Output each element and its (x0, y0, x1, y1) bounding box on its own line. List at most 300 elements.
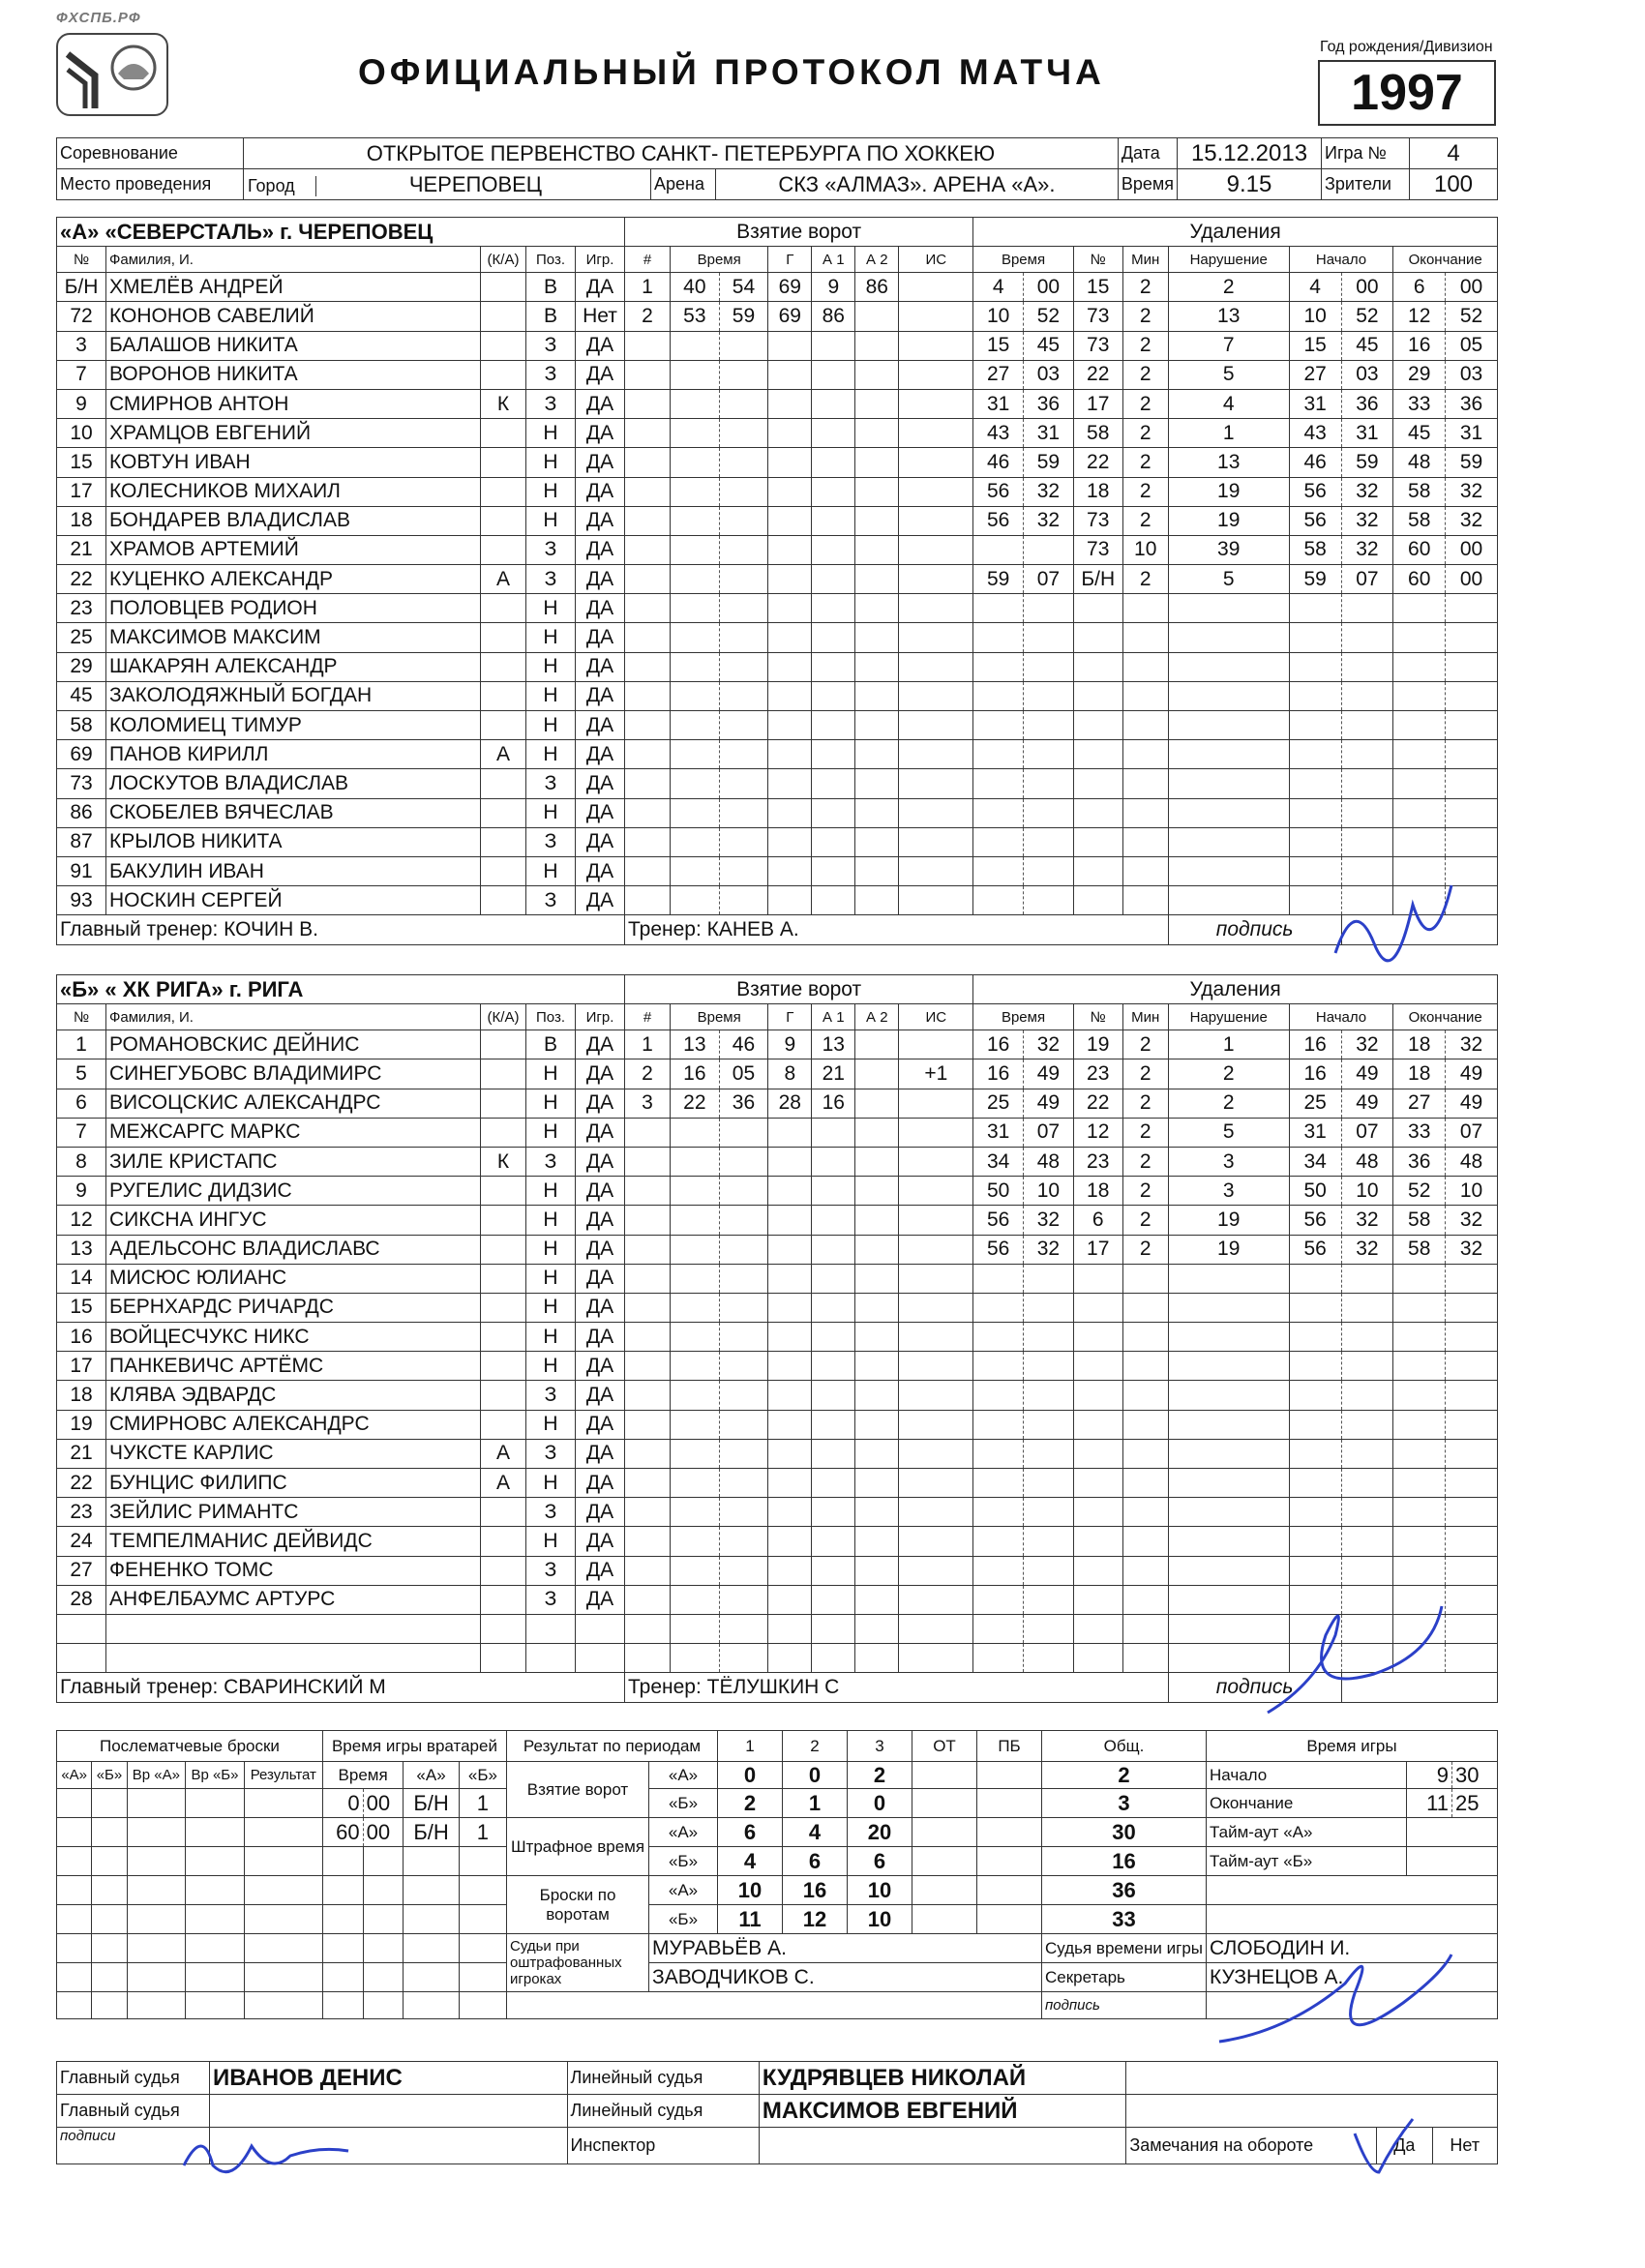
goal-cell (768, 1381, 812, 1410)
penalty-cell (1446, 1410, 1498, 1439)
player-position: Н (526, 1206, 576, 1235)
penalty-cell (1341, 827, 1393, 856)
penalty-cell: 36 (1393, 1147, 1446, 1176)
player-role (481, 711, 526, 740)
player-played: ДА (576, 652, 625, 681)
player-played: ДА (576, 535, 625, 564)
penalty-cell: 59 (1024, 448, 1074, 477)
result-value: 10 (848, 1905, 912, 1934)
player-row (57, 798, 1498, 827)
penalty-cell (973, 1556, 1024, 1585)
player-name: ЗЕЙЛИС РИМАНТС (106, 1498, 481, 1527)
player-played: ДА (576, 623, 625, 652)
player-number: 14 (57, 1264, 106, 1293)
player-row (57, 711, 1498, 740)
penalty-cell (1073, 1527, 1122, 1556)
goal-cell (899, 1089, 973, 1118)
penalty-cell: 59 (1446, 448, 1498, 477)
goal-cell (671, 1527, 720, 1556)
penalty-cell (1122, 1469, 1168, 1498)
result-value (977, 1762, 1042, 1789)
player-number: 9 (57, 389, 106, 418)
team-a-section (56, 217, 1498, 945)
shootouts-col: «Б» (92, 1762, 127, 1789)
goal-cell (768, 1177, 812, 1206)
player-role (481, 681, 526, 710)
goal-cell (768, 769, 812, 798)
penalty-cell (1168, 1264, 1289, 1293)
player-name: РУГЕЛИС ДИДЗИС (106, 1177, 481, 1206)
penalty-cell: 32 (1341, 1235, 1393, 1264)
penalty-cell: 58 (1393, 477, 1446, 506)
penalty-cell: 10 (1289, 302, 1341, 331)
shootout-cell (244, 1818, 322, 1847)
gk-time-sec: 00 (363, 1818, 404, 1847)
penalty-cell (1289, 827, 1341, 856)
player-name: МАКСИМОВ МАКСИМ (106, 623, 481, 652)
goal-cell (719, 331, 768, 360)
goal-cell (719, 419, 768, 448)
goal-cell (719, 856, 768, 885)
player-row (57, 360, 1498, 389)
goal-cell (625, 740, 671, 769)
start-label: Начало (1207, 1762, 1407, 1789)
penalty-cell: 31 (1341, 419, 1393, 448)
shootout-cell (57, 1905, 92, 1934)
goal-cell (625, 1147, 671, 1176)
player-played: ДА (576, 331, 625, 360)
player-name: РОМАНОВСКИС ДЕЙНИС (106, 1030, 481, 1059)
player-position: Н (526, 477, 576, 506)
goal-cell (768, 506, 812, 535)
col-header: # (625, 247, 671, 273)
penalty-cell: 16 (973, 1030, 1024, 1059)
result-value (912, 1905, 977, 1934)
penalty-cell (1341, 769, 1393, 798)
penalty-cell (1393, 1293, 1446, 1322)
goal-cell (625, 1556, 671, 1585)
goal-cell (899, 273, 973, 302)
penalty-cell: 48 (1393, 448, 1446, 477)
goal-cell (719, 1644, 768, 1673)
goal-cell (768, 1323, 812, 1352)
city-cell (244, 169, 651, 200)
spectators-value: 100 (1410, 169, 1498, 200)
penalty-cell: 52 (1393, 1177, 1446, 1206)
inspector-label: Инспектор (567, 2128, 759, 2164)
player-role (481, 1206, 526, 1235)
goal-cell (855, 798, 899, 827)
shootouts-col: Вр «Б» (186, 1762, 244, 1789)
goal-cell (855, 711, 899, 740)
penalty-cell (1024, 827, 1074, 856)
goal-cell: 46 (719, 1030, 768, 1059)
team-title: «А» «СЕВЕРСТАЛЬ» г. ЧЕРЕПОВЕЦ (57, 218, 625, 247)
penalty-cell (1122, 681, 1168, 710)
col-header: А 2 (855, 247, 899, 273)
goal-cell (768, 1439, 812, 1468)
penalty-cell: 16 (973, 1059, 1024, 1089)
player-number: 3 (57, 331, 106, 360)
penalty-cell: 2 (1168, 1089, 1289, 1118)
shootout-cell (186, 1847, 244, 1876)
penalty-judge-1: МУРАВЬЁВ А. (649, 1934, 1042, 1963)
shootout-cell (92, 1963, 127, 1992)
player-number: 10 (57, 419, 106, 448)
penalty-cell: 32 (1446, 1030, 1498, 1059)
player-played: ДА (576, 1469, 625, 1498)
player-number (57, 1644, 106, 1673)
player-position: Н (526, 856, 576, 885)
goal-cell (719, 1118, 768, 1147)
col-header: Окончание (1393, 247, 1498, 273)
player-role: К (481, 1147, 526, 1176)
col-header: ИС (899, 247, 973, 273)
goal-cell (855, 827, 899, 856)
goal-cell (855, 740, 899, 769)
player-row (57, 1381, 1498, 1410)
penalty-cell (1341, 740, 1393, 769)
goal-cell (768, 827, 812, 856)
penalty-cell: 52 (1446, 302, 1498, 331)
shootout-cell (244, 1905, 322, 1934)
date-value: 15.12.2013 (1178, 138, 1322, 169)
player-role: А (481, 740, 526, 769)
player-role (481, 769, 526, 798)
penalty-cell: 52 (1341, 302, 1393, 331)
penalty-cell (1024, 535, 1074, 564)
penalty-cell: 73 (1073, 331, 1122, 360)
result-value: 3 (1042, 1789, 1207, 1818)
player-position: Н (526, 1323, 576, 1352)
penalty-judges-label: Судьи при оштрафованных игроках (507, 1934, 649, 1992)
penalty-cell: 03 (1446, 360, 1498, 389)
player-number: 7 (57, 360, 106, 389)
player-role (481, 273, 526, 302)
goal-cell (855, 506, 899, 535)
goal-cell (899, 1264, 973, 1293)
penalty-cell: 34 (973, 1147, 1024, 1176)
player-role (481, 886, 526, 915)
result-value (977, 1818, 1042, 1847)
penalty-cell: Б/Н (1073, 565, 1122, 594)
penalty-cell: 25 (1289, 1089, 1341, 1118)
result-value (912, 1847, 977, 1876)
result-group: Броски по воротам (507, 1876, 649, 1934)
goal-cell (855, 1381, 899, 1410)
goal-cell (625, 389, 671, 418)
goal-cell (812, 827, 855, 856)
penalty-cell: 43 (1289, 419, 1341, 448)
penalty-cell (1289, 1410, 1341, 1439)
goal-cell (899, 1439, 973, 1468)
col-header: № (1073, 247, 1122, 273)
penalty-cell: 2 (1122, 1089, 1168, 1118)
player-name: КЛЯВА ЭДВАРДС (106, 1381, 481, 1410)
player-role (481, 1410, 526, 1439)
player-name (106, 1614, 481, 1643)
penalty-cell: 2 (1122, 448, 1168, 477)
goal-cell: 13 (812, 1030, 855, 1059)
penalty-cell (1289, 769, 1341, 798)
penalty-cell (1446, 681, 1498, 710)
goal-cell (719, 1177, 768, 1206)
gk-cell (363, 1963, 404, 1992)
shootout-cell (57, 1818, 92, 1847)
goal-cell (625, 1381, 671, 1410)
col-header: Мин (1122, 1004, 1168, 1030)
player-number: 8 (57, 1147, 106, 1176)
time-value: 9.15 (1178, 169, 1322, 200)
goal-cell (855, 1147, 899, 1176)
col-header: Игр. (576, 247, 625, 273)
player-row (57, 1556, 1498, 1585)
penalty-cell (1073, 652, 1122, 681)
main-ref-2 (210, 2095, 567, 2128)
penalty-cell (1073, 1469, 1122, 1498)
col-header: А 1 (812, 247, 855, 273)
goal-cell: 40 (671, 273, 720, 302)
gk-cell (404, 1963, 460, 1992)
penalty-cell: 19 (1168, 477, 1289, 506)
goal-cell (625, 1527, 671, 1556)
result-team: «А» (649, 1876, 718, 1905)
penalty-cell: 10 (973, 302, 1024, 331)
goal-cell (768, 711, 812, 740)
goal-cell (768, 477, 812, 506)
penalty-cell: 6 (1073, 1206, 1122, 1235)
goal-cell (719, 1352, 768, 1381)
result-team: «А» (649, 1818, 718, 1847)
goal-cell (812, 448, 855, 477)
col-header: Фамилия, И. (106, 247, 481, 273)
empty (186, 1992, 244, 2019)
goal-cell (855, 448, 899, 477)
goal-cell (671, 1498, 720, 1527)
player-position: З (526, 535, 576, 564)
penalty-cell: 56 (1289, 1235, 1341, 1264)
player-position: Н (526, 652, 576, 681)
logo-icon (58, 35, 166, 114)
player-position: Н (526, 594, 576, 623)
timeout-a (1407, 1818, 1498, 1847)
player-played: ДА (576, 389, 625, 418)
goal-cell (768, 856, 812, 885)
player-row (57, 594, 1498, 623)
empty (1207, 1905, 1498, 1934)
goal-cell (899, 886, 973, 915)
penalty-cell (1122, 1264, 1168, 1293)
goal-cell (812, 740, 855, 769)
penalty-cell: 31 (1289, 1118, 1341, 1147)
penalty-cell: 58 (1393, 1235, 1446, 1264)
goal-cell (899, 448, 973, 477)
player-played: ДА (576, 506, 625, 535)
gk-cell (322, 1963, 363, 1992)
result-group: Взятие ворот (507, 1762, 649, 1818)
result-value: 16 (783, 1876, 848, 1905)
penalty-cell: 59 (973, 565, 1024, 594)
goal-cell (899, 1410, 973, 1439)
player-row (57, 1469, 1498, 1498)
shootout-cell (244, 1789, 322, 1818)
goal-cell (719, 623, 768, 652)
player-number: 22 (57, 1469, 106, 1498)
penalty-cell (1168, 652, 1289, 681)
penalty-cell (973, 1323, 1024, 1352)
penalty-cell (1024, 1469, 1074, 1498)
penalty-cell: 4 (1168, 389, 1289, 418)
player-number: 69 (57, 740, 106, 769)
goal-cell: 59 (719, 302, 768, 331)
result-value: 36 (1042, 1876, 1207, 1905)
gk-cell (322, 1847, 363, 1876)
col-header: Время (671, 1004, 768, 1030)
player-role (481, 1264, 526, 1293)
penalty-cell: 15 (973, 331, 1024, 360)
goal-cell (812, 389, 855, 418)
player-row (57, 1439, 1498, 1468)
player-number: 6 (57, 1089, 106, 1118)
player-number: 86 (57, 798, 106, 827)
penalty-cell (1393, 1556, 1446, 1585)
player-role (481, 856, 526, 885)
penalty-cell: 2 (1122, 1235, 1168, 1264)
result-value (977, 1847, 1042, 1876)
penalty-cell (973, 1469, 1024, 1498)
penalty-cell: 50 (1289, 1177, 1341, 1206)
penalty-cell (973, 711, 1024, 740)
city-label: Город (244, 176, 316, 196)
player-row (57, 1264, 1498, 1293)
player-played: ДА (576, 1147, 625, 1176)
gk-col: «Б» (459, 1762, 506, 1789)
goal-cell (855, 1177, 899, 1206)
goal-cell (768, 1614, 812, 1643)
goal-cell (899, 1352, 973, 1381)
penalty-cell: 18 (1393, 1030, 1446, 1059)
player-row (57, 1059, 1498, 1089)
goal-cell (768, 389, 812, 418)
goal-cell (899, 1235, 973, 1264)
shootout-cell (186, 1876, 244, 1905)
penalty-cell (1446, 1264, 1498, 1293)
player-role (481, 1381, 526, 1410)
penalty-cell (973, 1264, 1024, 1293)
line-ref-label-1: Линейный судья (567, 2062, 759, 2095)
goal-cell (719, 1556, 768, 1585)
goal-cell (625, 565, 671, 594)
gk-cell (459, 1934, 506, 1963)
player-played: ДА (576, 1498, 625, 1527)
end-hour: 11 (1407, 1789, 1452, 1818)
penalty-cell (1446, 711, 1498, 740)
goal-cell (899, 1527, 973, 1556)
player-name: БАКУЛИН ИВАН (106, 856, 481, 885)
arena-label: Арена (651, 169, 716, 200)
penalty-cell (1446, 1585, 1498, 1614)
col-header: Поз. (526, 1004, 576, 1030)
penalty-cell (1393, 1498, 1446, 1527)
penalty-cell: 19 (1168, 506, 1289, 535)
goal-cell (671, 1206, 720, 1235)
player-row (57, 886, 1498, 915)
line-ref-2: МАКСИМОВ ЕВГЕНИЙ (759, 2095, 1126, 2128)
result-value: 10 (848, 1876, 912, 1905)
period-col: 3 (848, 1731, 912, 1762)
result-team: «А» (649, 1762, 718, 1789)
penalty-cell (1168, 856, 1289, 885)
goal-cell (625, 1235, 671, 1264)
main-ref-1: ИВАНОВ ДЕНИС (210, 2062, 567, 2095)
result-value: 30 (1042, 1818, 1207, 1847)
penalty-cell: 2 (1168, 1059, 1289, 1089)
goal-cell (812, 1293, 855, 1322)
penalty-cell (1122, 886, 1168, 915)
goal-cell (812, 1439, 855, 1468)
goal-cell (625, 886, 671, 915)
penalty-cell (973, 1352, 1024, 1381)
goal-cell (812, 1352, 855, 1381)
player-name: ЧУКСТЕ КАРЛИС (106, 1439, 481, 1468)
penalty-cell (1393, 1410, 1446, 1439)
penalty-cell (1024, 886, 1074, 915)
goal-cell (671, 1323, 720, 1352)
gk-cell (459, 1905, 506, 1934)
goal-cell (671, 1644, 720, 1673)
goal-cell (899, 419, 973, 448)
goal-cell (899, 1177, 973, 1206)
remarks-no: Нет (1432, 2128, 1498, 2164)
goal-cell (899, 1585, 973, 1614)
penalty-cell (1446, 798, 1498, 827)
goal-cell (812, 535, 855, 564)
goal-cell (671, 1177, 720, 1206)
penalty-cell (1073, 1644, 1122, 1673)
penalty-cell (1024, 798, 1074, 827)
penalty-cell (1341, 594, 1393, 623)
goal-cell (625, 856, 671, 885)
goal-cell (812, 1323, 855, 1352)
shootout-cell (57, 1963, 92, 1992)
penalty-cell: 2 (1122, 1030, 1168, 1059)
result-value (912, 1876, 977, 1905)
goal-cell (719, 1614, 768, 1643)
page-title: ОФИЦИАЛЬНЫЙ ПРОТОКОЛ МАТЧА (358, 52, 1105, 92)
penalty-cell (1122, 856, 1168, 885)
shootout-cell (244, 1934, 322, 1963)
goal-cell (671, 448, 720, 477)
goal-cell (899, 331, 973, 360)
goal-cell: 13 (671, 1030, 720, 1059)
penalty-cell (1289, 1293, 1341, 1322)
penalty-cell: 27 (1289, 360, 1341, 389)
penalty-cell: 48 (1446, 1147, 1498, 1176)
goal-cell (855, 360, 899, 389)
player-number: 16 (57, 1323, 106, 1352)
player-position: З (526, 1439, 576, 1468)
penalty-cell (1122, 1585, 1168, 1614)
goal-cell (719, 1381, 768, 1410)
penalty-cell (1122, 827, 1168, 856)
penalty-cell (1341, 1264, 1393, 1293)
goal-cell: 2 (625, 1059, 671, 1089)
goal-cell (625, 1644, 671, 1673)
penalty-cell (1393, 1352, 1446, 1381)
goal-cell (855, 1527, 899, 1556)
player-role (481, 1089, 526, 1118)
goal-cell (625, 448, 671, 477)
